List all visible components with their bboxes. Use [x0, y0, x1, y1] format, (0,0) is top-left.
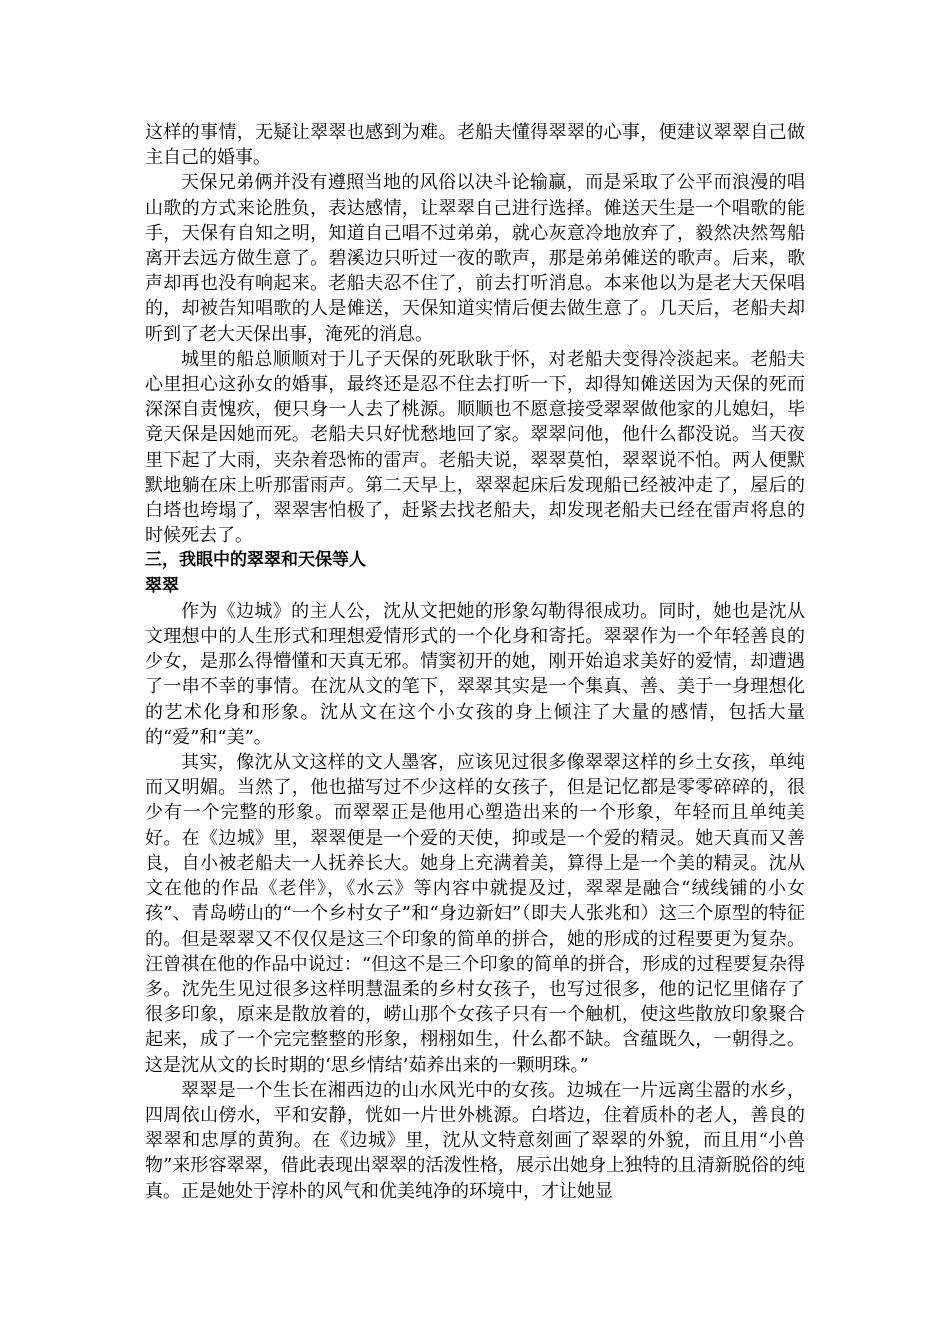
paragraph-singing-contest: 天保兄弟俩并没有遵照当地的风俗以决斗论输赢，而是采取了公平而浪漫的唱山歌的方式来论胜负，表达感情，让翠翠自己进行选择。傩送天生是一个唱歌的能手，天保有自知之明，知道自己唱不过弟弟，就心灰意冷地放弃了，毅然决然驾船离开去远方做生意了。碧溪边只听过一夜的歌声，那是弟弟傩送的歌声。后来，歌声却再也没有响起来。老船夫忍不住了，前去打听消息。本来他以为是老大天保唱的，却被告知唱歌的人是傩送，天保知道实情后便去做生意了。几天后，老船夫却听到了老大天保出事，淹死的消息。 — [145, 172, 805, 345]
paragraph-continuation: 这样的事情，无疑让翠翠也感到为难。老船夫懂得翠翠的心事，便建议翠翠自己做主自己的婚事。 — [145, 122, 805, 169]
document-page — [145, 120, 805, 1204]
section-heading: 三，我眼中的翠翠和天保等人 — [145, 550, 366, 571]
sub-heading: 翠翠 — [145, 575, 179, 596]
paragraph-cuicui-prototypes: 其实，像沈从文这样的文人墨客，应该见过很多像翠翠这样的乡土女孩，单纯而又明媚。当然了，他也描写过不少这样的女孩子，但是记忆都是零零碎碎的，很少有一个完整的形象。而翠翠正是他用心塑造出来的一个形象，年轻而且单纯美好。在《边城》里，翠翠便是一个爱的天使，抑或是一个爱的精灵。她天真而又善良，自小被老船夫一人抚养长大。她身上充满着美，算得上是一个美的精灵。沈从文在他的作品《老伴》，《水云》等内容中就提及过，翠翠是融合“绒线铺的小女孩”、青岛崂山的“一个乡村女子”和“身边新妇”（即夫人张兆和）这三个原型的特征的。但是翠翠又不仅仅是这三个印象的简单的拼合，她的形成的过程要更为复杂。汪曾祺在他的作品中说过：“但这不是三个印象的简单的拼合，形成的过程要复杂得多。沈先生见过很多这样明慧温柔的乡村女孩子，也写过很多，他的记忆里储存了很多印象，原来是散放着的，崂山那个女孩子只有一个触机，使这些散放印象聚合起来，成了一个完完整整的形象，栩栩如生，什么都不缺。含蕴既久，一朝得之。这是沈从文的长时期的‘思乡情结’茹养出来的一颗明珠。” — [145, 752, 805, 1076]
paragraph-cuicui-protagonist: 作为《边城》的主人公，沈从文把她的形象勾勒得很成功。同时，她也是沈从文理想中的人生形式和理想爱情形式的一个化身和寄托。翠翠作为一个年轻善良的少女，是那么得懵懂和天真无邪。情窦初开的她，刚开始追求美好的爱情，却遭遇了一串不幸的事情。在沈从文的笔下，翠翠其实是一个集真、善、美于一身理想化的艺术化身和形象。沈从文在这个小女孩的身上倾注了大量的感情，包括大量的“爱”和“美”。 — [145, 600, 805, 748]
paragraph-old-boatman-death: 城里的船总顺顺对于儿子天保的死耿耿于怀，对老船夫变得冷淡起来。老船夫心里担心这孙女的婚事，最终还是忍不住去打听一下，却得知傩送因为天保的死而深深自责愧疚，便只身一人去了桃源。顺顺也不愿意接受翠翠做他家的儿媳妇，毕竟天保是因她而死。老船夫只好忧愁地回了家。翠翠问他，他什么都没说。当天夜里下起了大雨，夹杂着恐怖的雷声。老船夫说，翠翠莫怕，翠翠说不怕。两人便默默地躺在床上听那雷雨声。第二天早上，翠翠起床后发现船已经被冲走了，屋后的白塔也垮塌了，翠翠害怕极了，赶紧去找老船夫，却发现老船夫已经在雷声将息的时候死去了。 — [145, 348, 805, 547]
paragraph-cuicui-environment: 翠翠是一个生长在湘西边的山水风光中的女孩。边城在一片远离尘嚣的水乡，四周依山傍水，平和安静，恍如一片世外桃源。白塔边，住着质朴的老人，善良的翠翠和忠厚的黄狗。在《边城》里，沈从文特意刻画了翠翠的外貌，而且用“小兽物”来形容翠翠，借此表现出翠翠的活泼性格，展示出她身上独特的且清新脱俗的纯真。正是她处于淳朴的风气和优美纯净的环境中，才让她显 — [145, 1079, 805, 1202]
